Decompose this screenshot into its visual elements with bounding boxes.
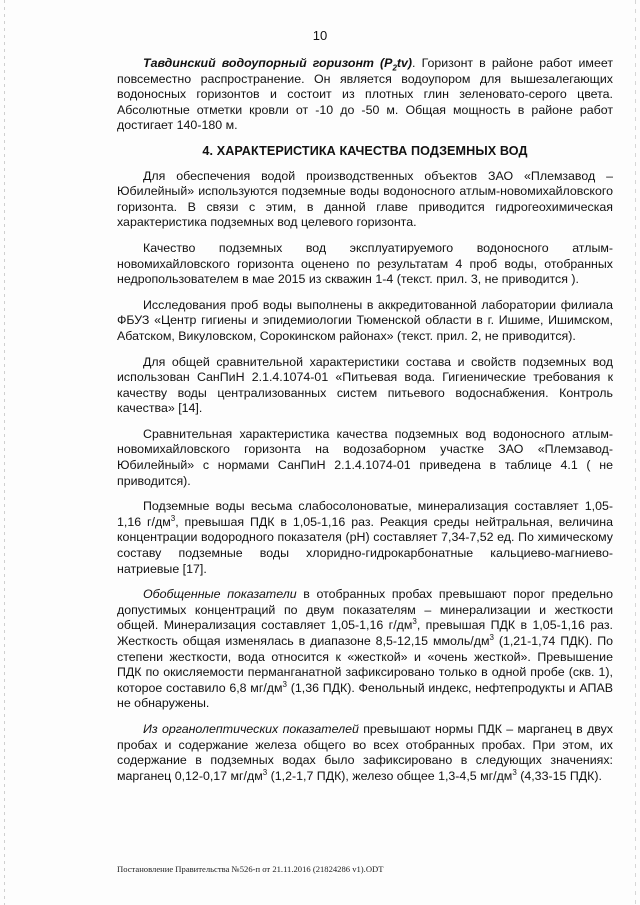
paragraph-comparison: Сравнительная характеристика качества подземных вод водоносного атлым-новомихайловского горизонта на водозаборном участке ЗАО «Племзавод-Юбилейный» с нормами СанПиН 2.1.4.1074-01 приведена в таблице 4.1 ( не приводится). bbox=[117, 426, 613, 488]
page-number: 10 bbox=[312, 28, 328, 43]
organoleptic-lead: Из органолептических показателей bbox=[143, 721, 359, 736]
paragraph-laboratory: Исследования проб воды выполнены в аккредитованной лаборатории филиала ФБУЗ «Центр гигиены и эпидемиологии Тюменской области в г. Ишиме, Ишимском, Абатском, Викуловском, Сорокинском районах» (текст. прил. 2, не приводится). bbox=[117, 297, 613, 343]
paragraph-water-quality: Качество подземных вод эксплуатируемого водоносного атлым-новомихайловского горизонта оценено по результатам 4 проб воды, отобранных недропользователем в мае 2015 из скважин 1-4 (текст. прил. 3, не приводится ). bbox=[117, 240, 613, 287]
scan-edge-right bbox=[635, 0, 636, 905]
paragraph-tavda-horizon: Тавдинский водоупорный горизонт $(P_2tv)$. Горизонт в районе работ имеет повсеместно распространение. Он является водоупором для вышезалегающих водоносных горизонтов и состоит из плотных глин зеленовато-серого цвета. Абсолютные отметки кровли от -10 до -50 м. Общая мощность в районе работ достигает 140-180 м. bbox=[117, 56, 613, 133]
section-heading: 4. ХАРАКТЕРИСТИКА КАЧЕСТВА ПОДЗЕМНЫХ ВОД bbox=[202, 143, 528, 158]
paragraph-salinity: Подземные воды весьма слабосолоноватые, минерализация составляет 1,05-1,16 $г/дм^3$, превышая ПДК в 1,05-1,16 раз. Реакция среды нейтральная, величина концентрации водородного показателя (pH) составляет 7,34-7,52 ед. По химическому составу подземные воды хлоридно-гидрокарбонатные кальциево-магниево-натриевые [17]. bbox=[117, 499, 613, 576]
general-indicators-lead: Обобщенные показатели bbox=[143, 587, 297, 602]
document-footer: Постановление Правительства №526-п от 21.11.2016 (21824286 v1).ODT bbox=[117, 864, 384, 874]
document-body bbox=[117, 56, 613, 794]
paragraph-organoleptic: Из органолептических показателей превышают нормы ПДК – марганец в двух пробах и содержание железа общего во всех отобранных пробах. При этом, их содержание в подземных водах было зафиксировано в следующих значениях: марганец 0,12-0,17 $мг/дм^3$ (1,2-1,7 ПДК), железо общее 1,3-4,5 $мг/дм^3$ (4,33-15 ПДК). bbox=[117, 721, 613, 783]
horizon-title: Тавдинский водоупорный горизонт $(P_2tv)$ bbox=[143, 56, 413, 73]
paragraph-water-supply: Для обеспечения водой производственных объектов ЗАО «Племзавод – Юбилейный» используются подземные воды водоносного атлым-новомихайловского горизонта. В связи с этим, в данной главе приводится гидрогеохимическая характеристика подземных вод целевого горизонта. bbox=[117, 168, 613, 230]
paragraph-sanpin: Для общей сравнительной характеристики состава и свойств подземных вод использован СанПиН 2.1.4.1074-01 «Питьевая вода. Гигиенические требования к качеству воды централизованных систем питьевого водоснабжения. Контроль качества» [14]. bbox=[117, 354, 613, 416]
paragraph-general-indicators: Обобщенные показатели в отобранных пробах превышают порог предельно допустимых концентраций по двум показателям – минерализации и жесткости общей. Минерализация составляет 1,05-1,16 $г/дм^3$, превышая ПДК в 1,05-1,16 раз. Жесткость общая изменялась в диапазоне 8,5-12,15 ммоль/$дм^3$ (1,21-1,74 ПДК). По степени жесткости, вода относится к «жесткой» и «очень жесткой». Превышение ПДК по окисляемости перманганатной зафиксировано только в одной пробе (скв. 1), которое составило 6,8 $мг/дм^3$ (1,36 ПДК). Фенольный индекс, нефтепродукты и АПАВ не обнаружены. bbox=[117, 587, 613, 711]
scan-edge-left bbox=[4, 0, 5, 905]
